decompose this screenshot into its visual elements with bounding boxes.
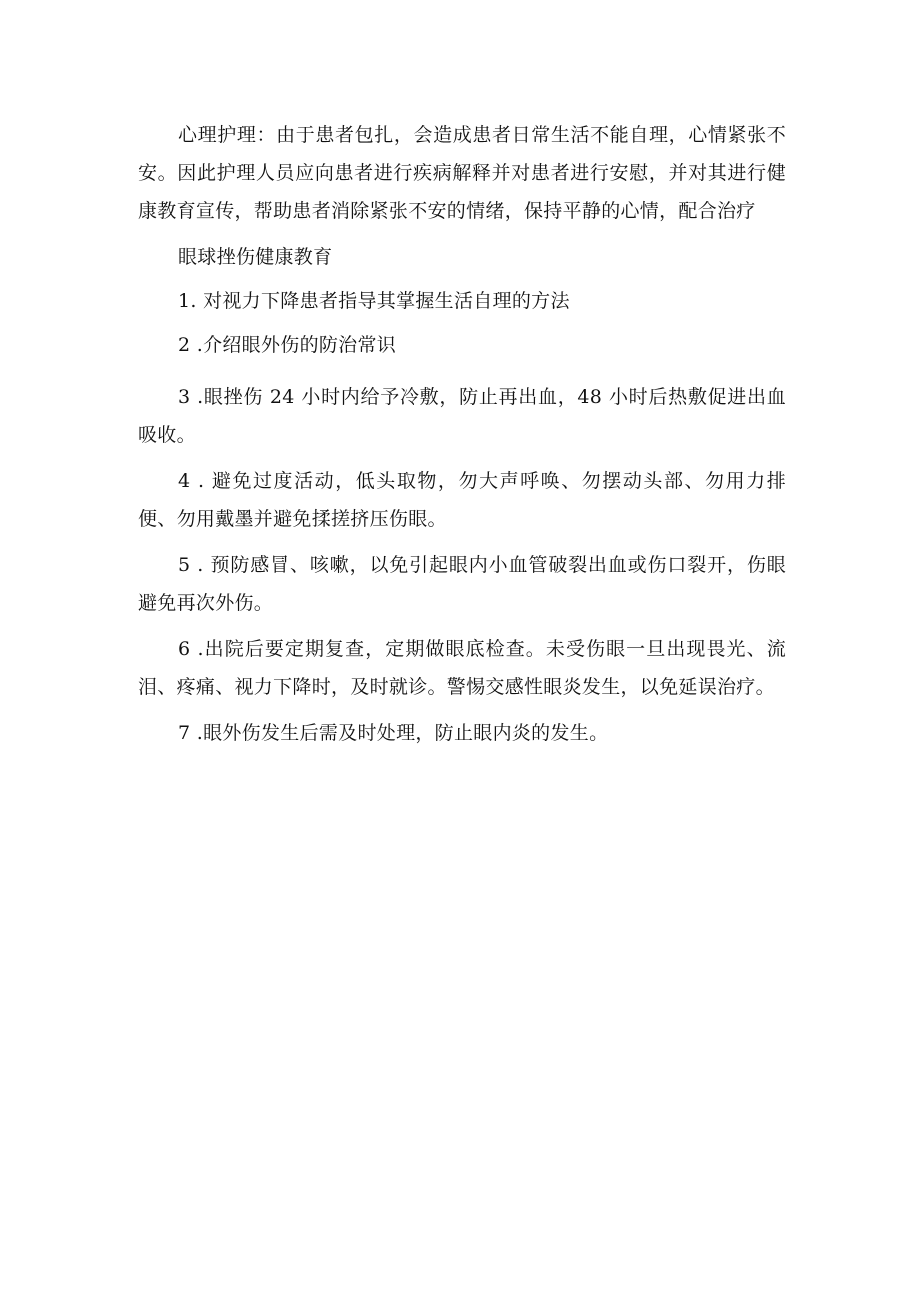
paragraph-psychological-care: 心理护理：由于患者包扎，会造成患者日常生活不能自理，心情紧张不安。因此护理人员应向患者进行疾病解释并对患者进行安慰，并对其进行健康教育宣传，帮助患者消除紧张不安的情绪，保持平静的心情，配合治疗 — [138, 124, 786, 222]
list-item-7: 7 .眼外伤发生后需及时处理，防止眼内炎的发生。 — [178, 722, 609, 744]
list-item-4: 4 . 避免过度活动，低头取物，勿大声呼唤、勿摆动头部、勿用力排便、勿用戴墨并避免揉搓挤压伤眼。 — [138, 470, 786, 530]
section-heading: 眼球挫伤健康教育 — [178, 246, 333, 268]
list-item-6: 6 .出院后要定期复查，定期做眼底检查。未受伤眼一旦出现畏光、流泪、疼痛、视力下降时，及时就诊。警惕交感性眼炎发生，以免延误治疗。 — [138, 638, 786, 698]
document-body — [138, 116, 786, 760]
list-item-5: 5 . 预防感冒、咳嗽，以免引起眼内小血管破裂出血或伤口裂开，伤眼避免再次外伤。 — [138, 554, 786, 614]
list-item-3: 3 .眼挫伤 24 小时内给予冷敷，防止再出血，48 小时后热敷促进出血吸收。 — [138, 386, 786, 446]
list-item-1: 1. 对视力下降患者指导其掌握生活自理的方法 — [178, 290, 570, 312]
list-item-2: 2 .介绍眼外伤的防治常识 — [178, 334, 397, 356]
